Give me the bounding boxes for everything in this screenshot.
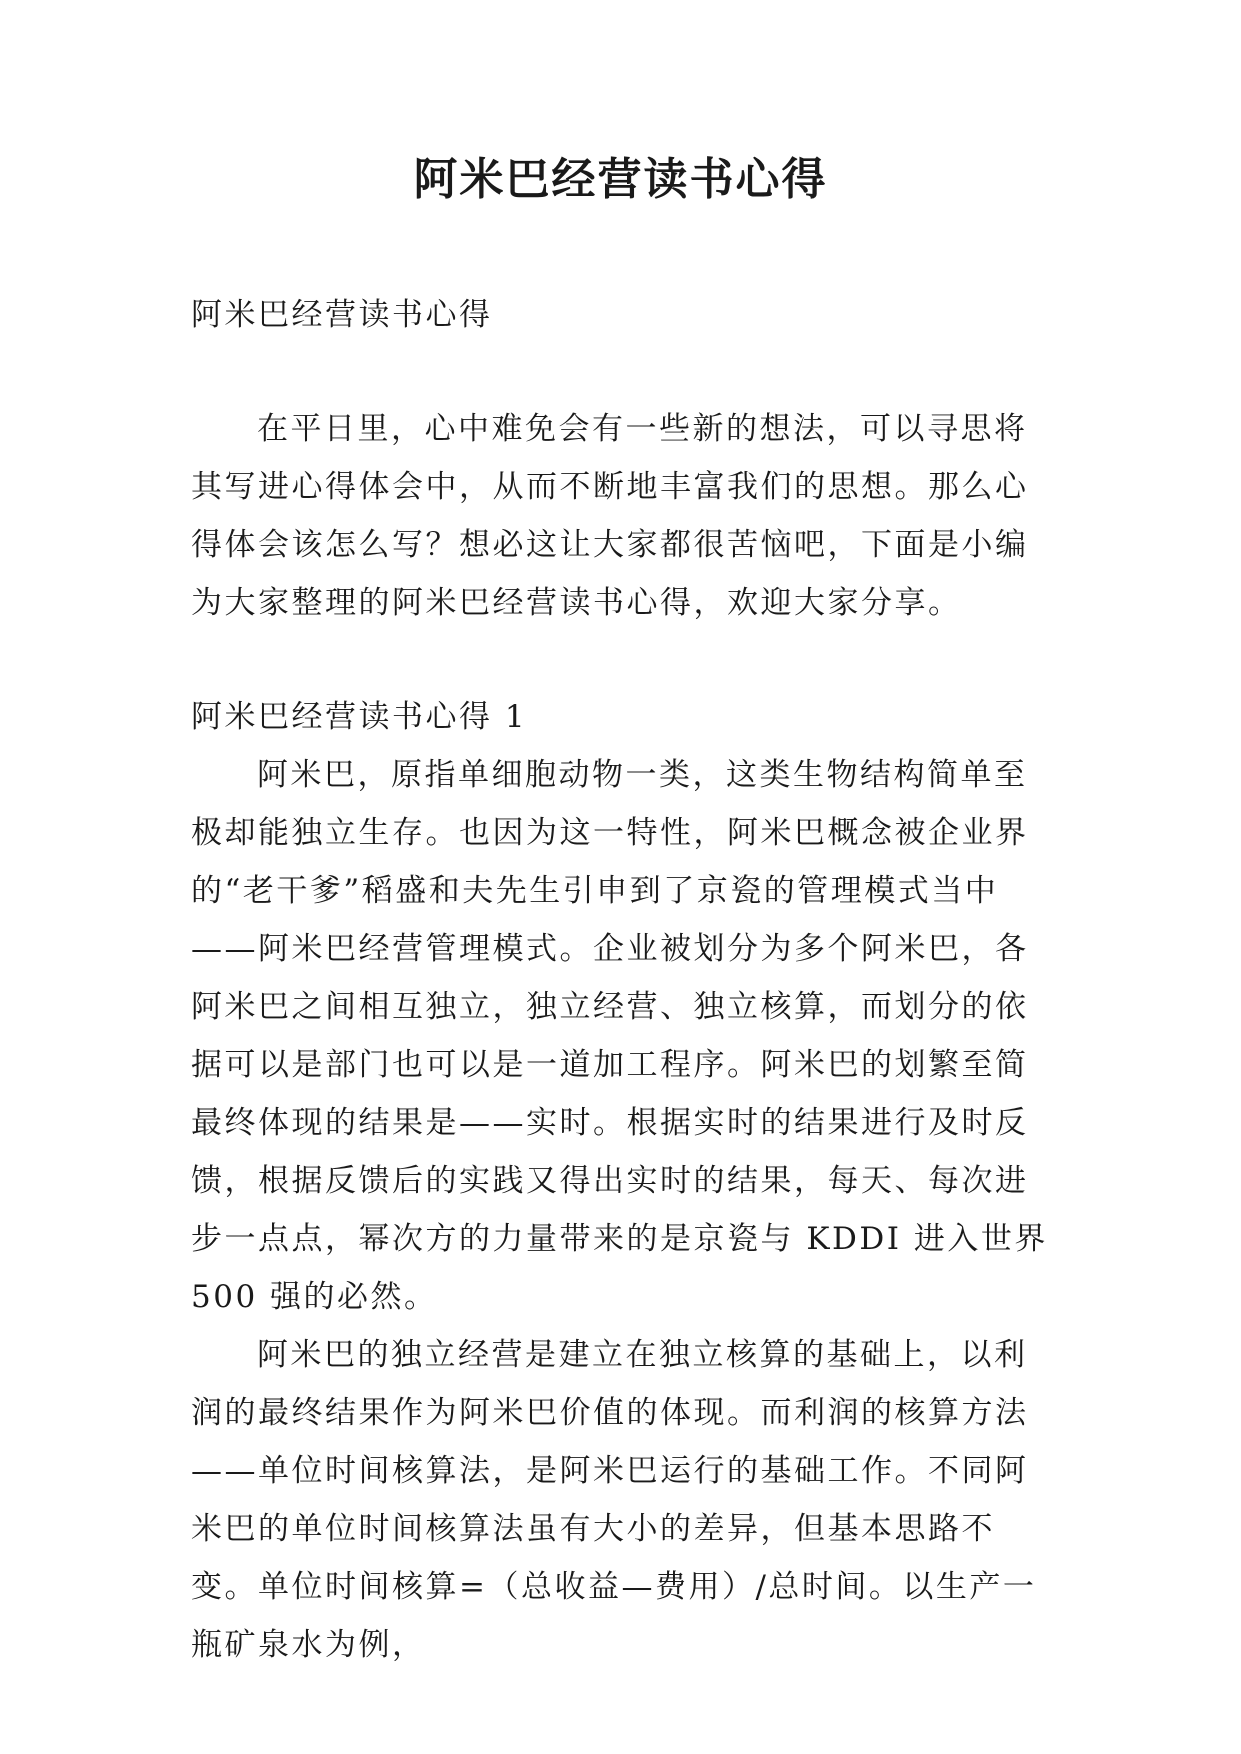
intro-paragraph: 在平日里，心中难免会有一些新的想法，可以寻思将其写进心得体会中，从而不断地丰富我们的思想。那么心得体会该怎么写？想必这让大家都很苦恼吧，下面是小编为大家整理的阿米巴经营读书心得，欢迎大家分享。: [191, 411, 1029, 621]
body-paragraph: 阿米巴，原指单细胞动物一类，这类生物结构简单至极却能独立生存。也因为这一特性，阿米巴概念被企业界的“老干爹”稻盛和夫先生引申到了京瓷的管理模式当中——阿米巴经营管理模式。企业被划分为多个阿米巴，各阿米巴之间相互独立，独立经营、独立核算，而划分的依据可以是部门也可以是一道加工程序。阿米巴的划繁至简最终体现的结果是——实时。根据实时的结果进行及时反馈，根据反馈后的实践又得出实时的结果，每天、每次进步一点点，幂次方的力量带来的是京瓷与 KDDI 进入世界 500 强的必然。: [191, 757, 1048, 1315]
document-body: [191, 286, 1051, 1674]
section-heading: 阿米巴经营读书心得 1: [191, 699, 528, 735]
document-subtitle: 阿米巴经营读书心得: [191, 297, 493, 333]
document-title: 阿米巴经营读书心得: [413, 154, 828, 205]
body-paragraph: 阿米巴的独立经营是建立在独立核算的基础上，以利润的最终结果作为阿米巴价值的体现。而利润的核算方法——单位时间核算法，是阿米巴运行的基础工作。不同阿米巴的单位时间核算法虽有大小的差异，但基本思路不变。单位时间核算=（总收益—费用）/总时间。以生产一瓶矿泉水为例，: [191, 1337, 1037, 1663]
